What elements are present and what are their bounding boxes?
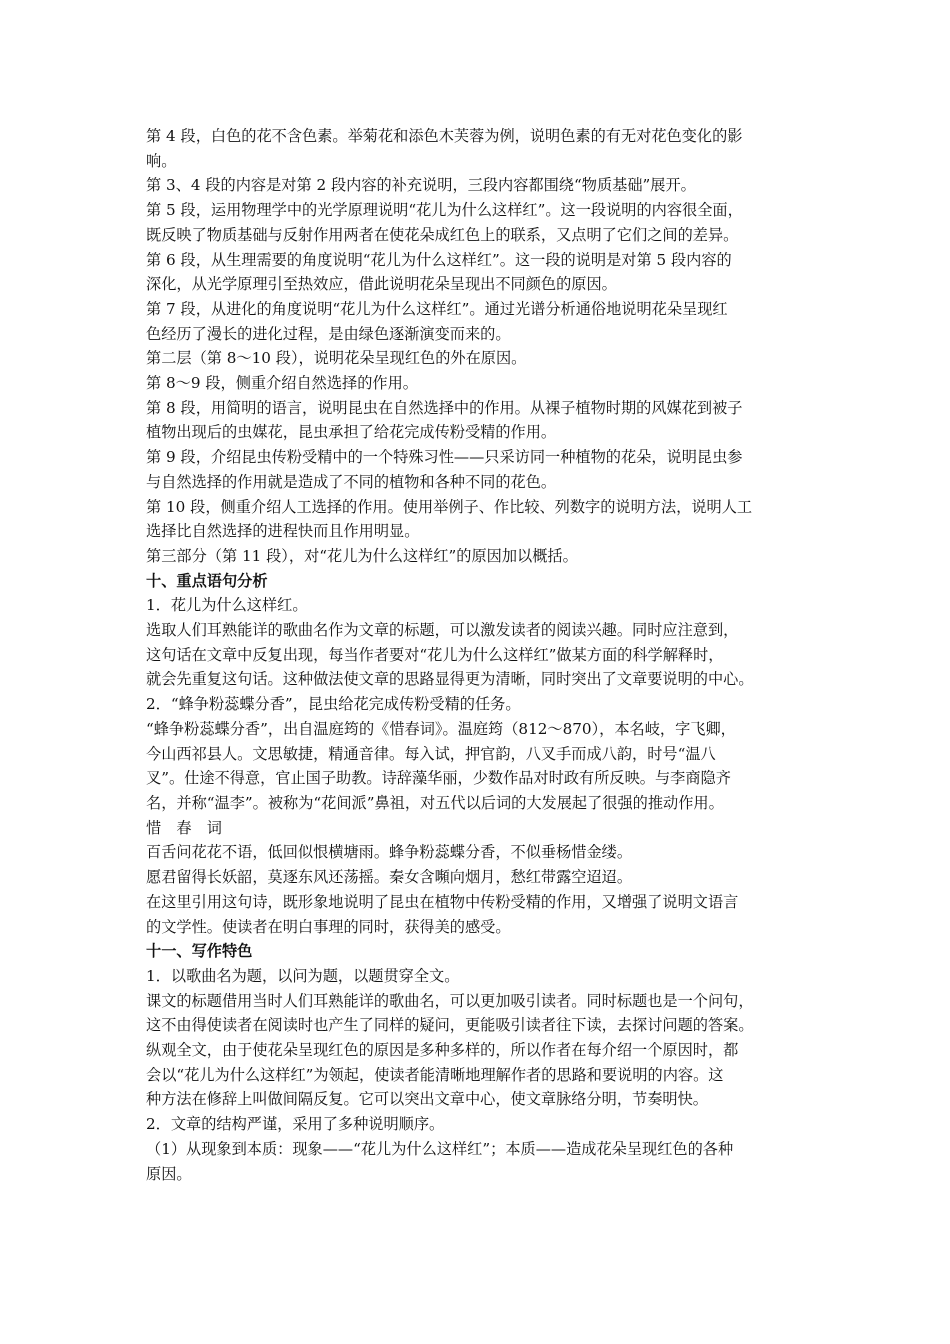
text-line: 第 7 段，从进化的角度说明“花儿为什么这样红”。通过光谱分析通俗地说明花朵呈现红 [146,299,728,318]
text-line: 惜 春 词 [146,818,222,837]
text-line: 第二层（第 8～10 段），说明花朵呈现红色的外在原因。 [146,349,527,368]
document-page [146,124,810,1186]
text-line: 第 6 段，从生理需要的角度说明“花儿为什么这样红”。这一段的说明是对第 5 段内容的 [146,250,732,269]
text-line: 2．“蜂争粉蕊蝶分香”，昆虫给花完成传粉受精的任务。 [146,695,521,714]
section-heading: 十、重点语句分析 [146,571,268,590]
text-line: 选取人们耳熟能详的歌曲名作为文章的标题，可以激发读者的阅读兴趣。同时应注意到， [146,621,739,640]
text-line: 这句话在文章中反复出现，每当作者要对“花儿为什么这样红”做某方面的科学解释时， [146,645,724,664]
text-line: 原因。 [146,1164,192,1183]
text-line: 1．花儿为什么这样红。 [146,596,308,615]
text-line: 今山西祁县人。文思敏捷，精通音律。每入试，押官韵，八叉手而成八韵，时号“温八 [146,744,716,763]
text-line: 名，并称“温李”。被称为“花间派”鼻祖，对五代以后词的大发展起了很强的推动作用。 [146,793,724,812]
text-line: 纵观全文，由于使花朵呈现红色的原因是多种多样的，所以作者在每介绍一个原因时，都 [146,1041,739,1060]
text-line: 的文学性。使读者在明白事理的同时，获得美的感受。 [146,917,511,936]
text-line: 第 9 段，介绍昆虫传粉受精中的一个特殊习性——只采访同一种植物的花朵，说明昆虫参 [146,448,743,467]
text-line: 第三部分（第 11 段），对“花儿为什么这样红”的原因加以概括。 [146,546,578,565]
text-line: 色经历了漫长的进化过程，是由绿色逐渐演变而来的。 [146,324,511,343]
text-line: 2．文章的结构严谨，采用了多种说明顺序。 [146,1115,445,1134]
text-line: 选择比自然选择的进程快而且作用明显。 [146,522,420,541]
text-line: 植物出现后的虫媒花，昆虫承担了给花完成传粉受精的作用。 [146,423,557,442]
text-line: 就会先重复这句话。这种做法使文章的思路显得更为清晰，同时突出了文章要说明的中心。 [146,670,754,689]
text-line: 深化，从光学原理引至热效应，借此说明花朵呈现出不同颜色的原因。 [146,275,617,294]
text-line: 既反映了物质基础与反射作用两者在使花朵成红色上的联系，又点明了它们之间的差异。 [146,225,739,244]
section-heading: 十一、写作特色 [146,942,253,961]
text-line: 课文的标题借用当时人们耳熟能详的歌曲名，可以更加吸引读者。同时标题也是一个问句， [146,991,754,1010]
text-line: “蜂争粉蕊蝶分香”，出自温庭筠的《惜春词》。温庭筠（812～870），本名岐，字飞卿， [146,719,736,738]
text-line: 第 10 段，侧重介绍人工选择的作用。使用举例子、作比较、列数字的说明方法，说明人工 [146,497,753,516]
text-line: 这不由得使读者在阅读时也产生了同样的疑问，更能吸引读者往下读，去探讨问题的答案。 [146,1016,754,1035]
text-line: 第 4 段，白色的花不含色素。举菊花和添色木芙蓉为例，说明色素的有无对花色变化的影 [146,127,743,145]
text-line: 百舌问花花不语，低回似恨横塘雨。蜂争粉蕊蝶分香，不似垂杨惜金缕。 [146,843,632,862]
text-line: 种方法在修辞上叫做间隔反复。它可以突出文章中心，使文章脉络分明，节奏明快。 [146,1090,708,1109]
text-line: 愿君留得长妖韶，莫逐东风还荡摇。秦女含嚬向烟月，愁红带露空迢迢。 [146,868,632,887]
text-line: 第 3、4 段的内容是对第 2 段内容的补充说明，三段内容都围绕“物质基础”展开。 [146,176,696,195]
text-line: 会以“花儿为什么这样红”为领起，使读者能清晰地理解作者的思路和要说明的内容。这 [146,1065,724,1084]
text-line: 在这里引用这句诗，既形象地说明了昆虫在植物中传粉受精的作用，又增强了说明文语言 [146,892,739,911]
text-line: 响。 [146,151,177,170]
text-line: 第 8 段，用简明的语言，说明昆虫在自然选择中的作用。从裸子植物时期的风媒花到被子 [146,398,743,417]
text-line: 1．以歌曲名为题，以问为题，以题贯穿全文。 [146,966,460,985]
text-line: 第 8～9 段，侧重介绍自然选择的作用。 [146,374,418,393]
text-line: 叉”。仕途不得意，官止国子助教。诗辞藻华丽，少数作品对时政有所反映。与李商隐齐 [146,769,731,788]
text-line: 第 5 段，运用物理学中的光学原理说明“花儿为什么这样红”。这一段说明的内容很全面， [146,201,743,220]
text-line: 与自然选择的作用就是造成了不同的植物和各种不同的花色。 [146,472,557,491]
text-line: （1）从现象到本质：现象——“花儿为什么这样红”；本质——造成花朵呈现红色的各种 [146,1139,734,1158]
